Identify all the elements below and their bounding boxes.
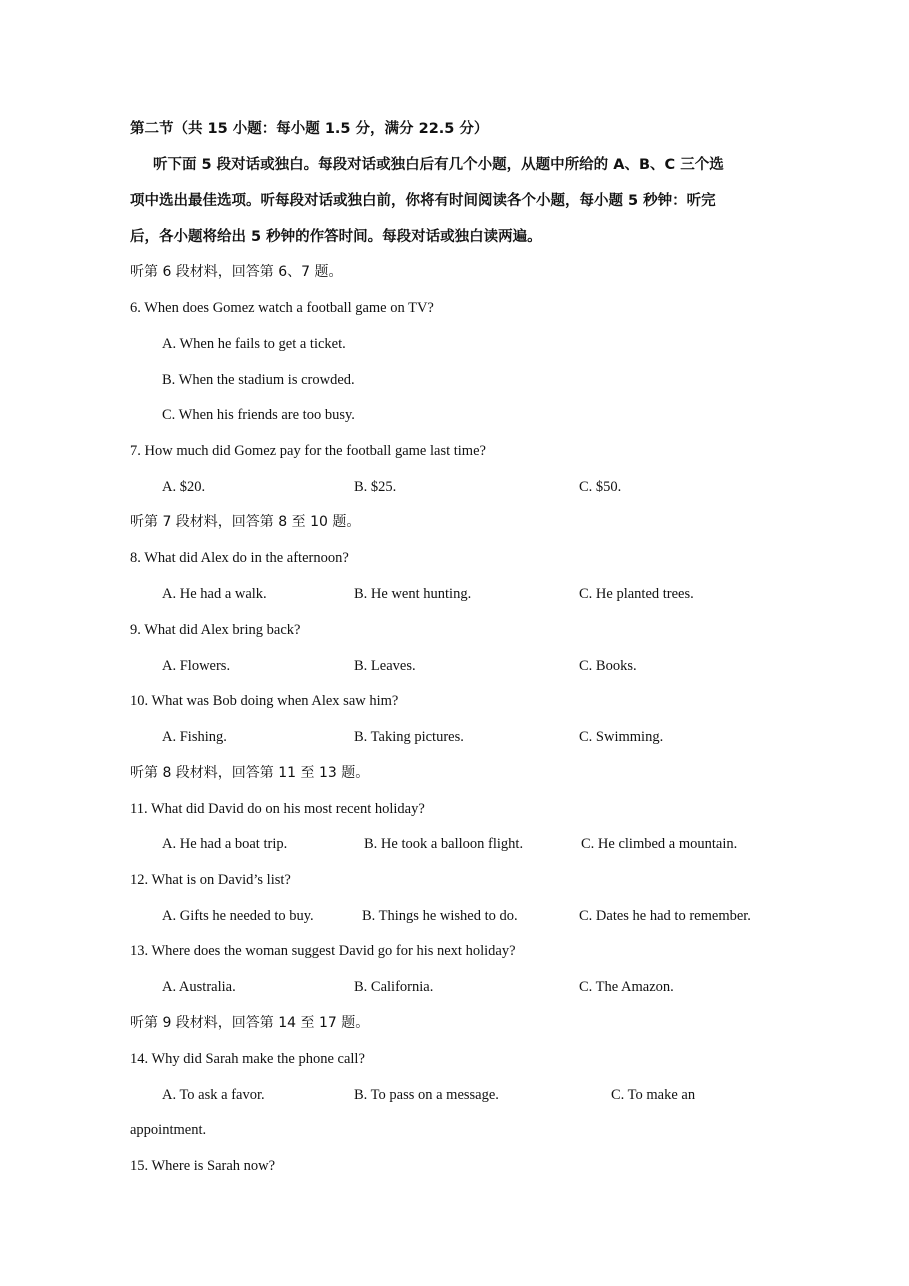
question-14-option-a: A. To ask a favor. xyxy=(162,1087,265,1103)
question-13-option-c: C. The Amazon. xyxy=(579,979,674,995)
question-10-option-b: B. Taking pictures. xyxy=(354,729,464,745)
question-8-option-c: C. He planted trees. xyxy=(579,586,694,602)
question-10: 10. What was Bob doing when Alex saw him? xyxy=(130,693,399,709)
question-15: 15. Where is Sarah now? xyxy=(130,1158,276,1174)
question-12-option-c: C. Dates he had to remember. xyxy=(579,908,751,924)
question-10-option-c: C. Swimming. xyxy=(579,729,664,745)
question-14: 14. Why did Sarah make the phone call? xyxy=(130,1051,365,1067)
question-11-option-a: A. He had a boat trip. xyxy=(162,836,288,852)
instruction-line-3: 后，各小题将给出 5 秒钟的作答时间。每段对话或独白读两遍。 xyxy=(130,229,542,245)
question-6-option-c: C. When his friends are too busy. xyxy=(162,407,355,423)
instruction-line-2: 项中选出最佳选项。听每段对话或独白前，你将有时间阅读各个小题，每小题 5 秒钟：听完 xyxy=(130,193,716,209)
question-13: 13. Where does the woman suggest David go for his next holiday? xyxy=(130,943,516,959)
question-12: 12. What is on David’s list? xyxy=(130,872,291,888)
question-8-option-b: B. He went hunting. xyxy=(354,586,472,602)
question-10-option-a: A. Fishing. xyxy=(162,729,227,745)
question-13-option-a: A. Australia. xyxy=(162,979,236,995)
question-9-option-a: A. Flowers. xyxy=(162,658,231,674)
question-11-option-b: B. He took a balloon flight. xyxy=(364,836,524,852)
question-7-option-a: A. $20. xyxy=(162,479,206,495)
question-7-option-b: B. $25. xyxy=(354,479,397,495)
question-6-option-b: B. When the stadium is crowded. xyxy=(162,372,355,388)
question-14-option-c-continuation: appointment. xyxy=(130,1122,207,1138)
question-12-option-b: B. Things he wished to do. xyxy=(362,908,518,924)
question-9-option-b: B. Leaves. xyxy=(354,658,416,674)
material-heading-9: 听第 9 段材料，回答第 14 至 17 题。 xyxy=(130,1015,370,1031)
question-11: 11. What did David do on his most recent holiday? xyxy=(130,801,425,817)
material-heading-7: 听第 7 段材料，回答第 8 至 10 题。 xyxy=(130,514,361,530)
question-11-option-c: C. He climbed a mountain. xyxy=(581,836,738,852)
question-7: 7. How much did Gomez pay for the football game last time? xyxy=(130,443,486,459)
instruction-line-1: 听下面 5 段对话或独白。每段对话或独白后有几个小题，从题中所给的 A、B、C 三个选 xyxy=(153,157,724,173)
question-9-option-c: C. Books. xyxy=(579,658,637,674)
section-title: 第二节（共 15 小题：每小题 1.5 分，满分 22.5 分） xyxy=(130,121,489,137)
question-14-option-b: B. To pass on a message. xyxy=(354,1087,499,1103)
question-12-option-a: A. Gifts he needed to buy. xyxy=(162,908,314,924)
question-14-option-c: C. To make an xyxy=(611,1087,696,1103)
material-heading-8: 听第 8 段材料，回答第 11 至 13 题。 xyxy=(130,765,370,781)
question-6-option-a: A. When he fails to get a ticket. xyxy=(162,336,346,352)
question-13-option-b: B. California. xyxy=(354,979,434,995)
question-8-option-a: A. He had a walk. xyxy=(162,586,267,602)
question-9: 9. What did Alex bring back? xyxy=(130,622,301,638)
question-8: 8. What did Alex do in the afternoon? xyxy=(130,550,349,566)
material-heading-6: 听第 6 段材料，回答第 6、7 题。 xyxy=(130,264,343,280)
question-6: 6. When does Gomez watch a football game on TV? xyxy=(130,300,434,316)
question-7-option-c: C. $50. xyxy=(579,479,622,495)
